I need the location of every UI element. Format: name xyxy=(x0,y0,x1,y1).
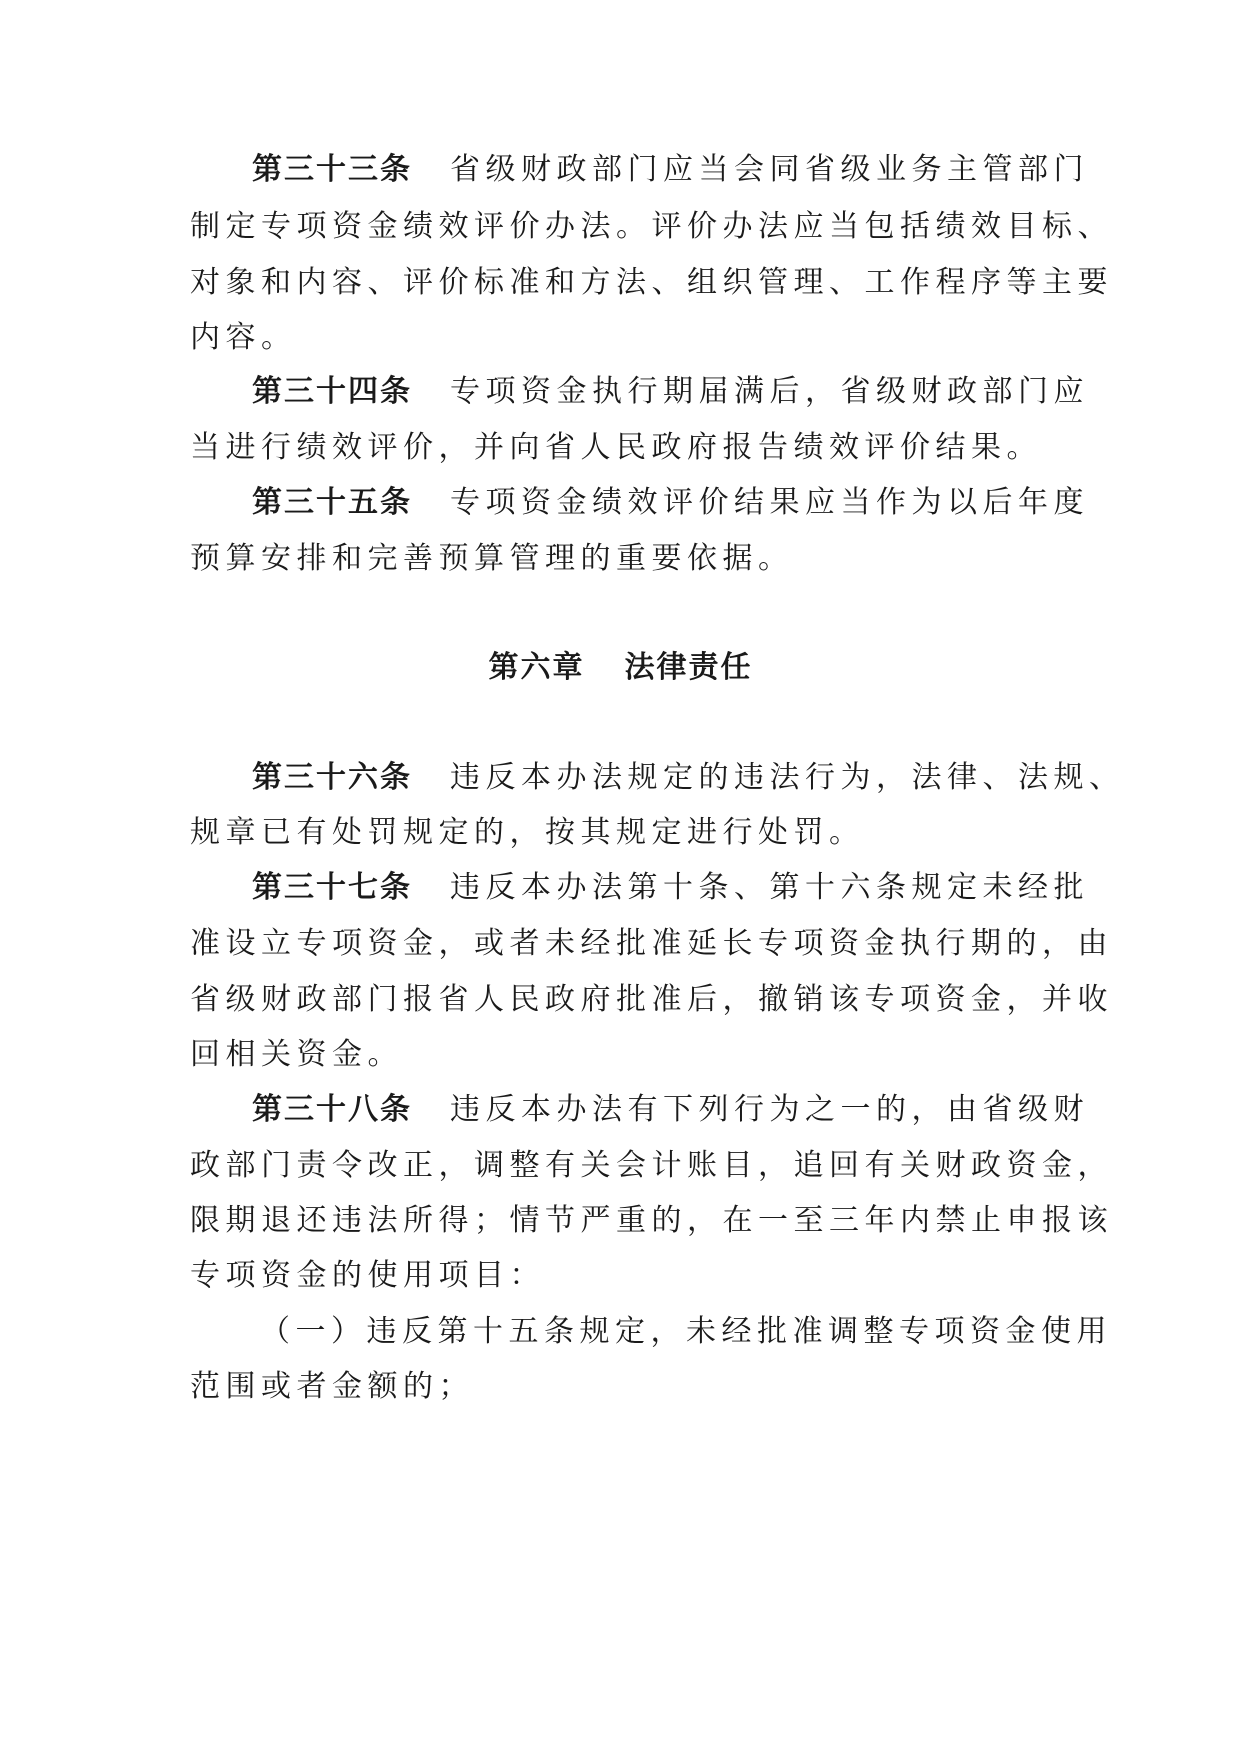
article-36-label: 第三十六条 xyxy=(252,760,412,795)
article-35-label: 第三十五条 xyxy=(252,485,412,520)
article-36-line-1 xyxy=(252,758,1125,798)
article-34-line-2: 当进行绩效评价，并向省人民政府报告绩效评价结果。 xyxy=(190,430,1042,465)
article-36-line-2: 规章已有处罚规定的，按其规定进行处罚。 xyxy=(190,815,865,850)
chapter-heading xyxy=(0,648,1241,688)
article-37-line-2: 准设立专项资金，或者未经批准延长专项资金执行期的，由 xyxy=(190,926,1113,961)
article-35-line-1 xyxy=(252,483,1089,523)
article-37-line-4: 回相关资金。 xyxy=(190,1037,403,1072)
article-35-line-2: 预算安排和完善预算管理的重要依据。 xyxy=(190,541,794,576)
article-33-line-3: 对象和内容、评价标准和方法、组织管理、工作程序等主要 xyxy=(190,265,1113,300)
article-38-text-1: 违反本办法有下列行为之一的，由省级财 xyxy=(450,1092,1089,1127)
article-37-line-3: 省级财政部门报省人民政府批准后，撤销该专项资金，并收 xyxy=(190,982,1113,1017)
article-38-label: 第三十八条 xyxy=(252,1092,412,1127)
article-33-line-4: 内容。 xyxy=(190,320,297,355)
article-33-line-1 xyxy=(252,150,1089,190)
article-34-line-1 xyxy=(252,372,1089,412)
article-34-label: 第三十四条 xyxy=(252,374,412,409)
article-36-text-1: 违反本办法规定的违法行为，法律、法规、 xyxy=(450,760,1125,795)
article-33-label: 第三十三条 xyxy=(252,152,412,187)
article-35-text-1: 专项资金绩效评价结果应当作为以后年度 xyxy=(450,485,1089,520)
article-37-text-1: 违反本办法第十条、第十六条规定未经批 xyxy=(450,870,1089,905)
article-38-line-2: 政部门责令改正，调整有关会计账目，追回有关财政资金， xyxy=(190,1148,1113,1183)
article-33-text-1: 省级财政部门应当会同省级业务主管部门 xyxy=(450,152,1089,187)
item-1-line-2: 范围或者金额的； xyxy=(190,1369,474,1404)
item-1-line-1: （一）违反第十五条规定，未经批准调整专项资金使用 xyxy=(260,1314,1112,1349)
article-38-line-1 xyxy=(252,1090,1089,1130)
article-38-line-4: 专项资金的使用项目： xyxy=(190,1258,545,1293)
chapter-number: 第六章 xyxy=(488,650,585,685)
article-33-line-2: 制定专项资金绩效评价办法。评价办法应当包括绩效目标、 xyxy=(190,209,1113,244)
chapter-title: 法律责任 xyxy=(624,650,753,685)
article-38-line-3: 限期退还违法所得；情节严重的，在一至三年内禁止申报该 xyxy=(190,1203,1113,1238)
article-37-line-1 xyxy=(252,868,1089,908)
article-34-text-1: 专项资金执行期届满后，省级财政部门应 xyxy=(450,374,1089,409)
article-37-label: 第三十七条 xyxy=(252,870,412,905)
